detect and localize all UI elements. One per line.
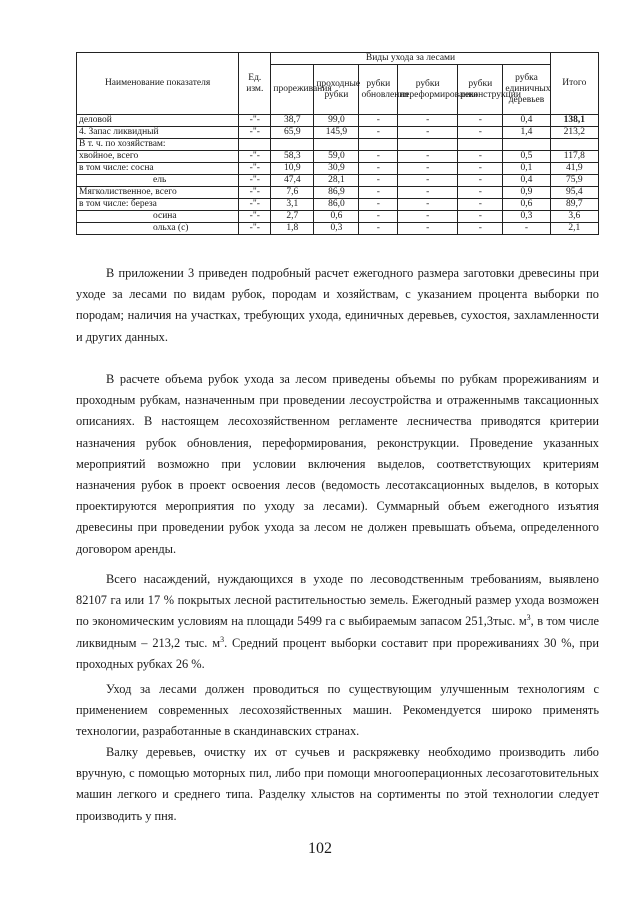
table-row (77, 223, 599, 235)
row-value-cell: - (458, 223, 503, 235)
row-value-cell: - (359, 151, 398, 163)
row-value-cell: 0,6 (314, 211, 359, 223)
table-row (77, 139, 599, 151)
row-value-cell: 38,7 (271, 115, 314, 127)
row-value-cell (458, 139, 503, 151)
row-value-cell: - (398, 115, 458, 127)
row-value-cell: 86,0 (314, 199, 359, 211)
row-value-cell: 0,6 (503, 199, 550, 211)
paragraph-1: В приложении 3 приведен подробный расчет ежегодного размера заготовки древесины при уходе за лесами по видам рубок, породам и хозяйствам, с указанием процента выборки по породам; наличия на участках, требующих ухода, единичных деревьев, сухостоя, захламленности и других данных. (76, 266, 599, 344)
row-unit-cell: -"- (239, 127, 271, 139)
row-value-cell: 0,3 (503, 211, 550, 223)
row-value-cell: - (359, 163, 398, 175)
forest-care-table (76, 52, 599, 235)
paragraph-4: Уход за лесами должен проводиться по существующим улучшенным технологиям с применением современных лесохозяйственных машин. Рекомендуется широко применять технологии, разработанные в скандинавских странах. (76, 682, 599, 739)
row-value-cell: - (398, 163, 458, 175)
row-value-cell: 7,6 (271, 187, 314, 199)
row-name-cell: осина (77, 211, 239, 223)
row-value-cell: - (458, 127, 503, 139)
row-name-cell: в том числе: береза (77, 199, 239, 211)
table-row (77, 175, 599, 187)
table-row (77, 211, 599, 223)
row-total-cell: 138,1 (550, 115, 598, 127)
row-value-cell (314, 139, 359, 151)
row-value-cell: - (458, 115, 503, 127)
row-unit-cell: -"- (239, 187, 271, 199)
table-body (77, 115, 599, 235)
row-name-cell: хвойное, всего (77, 151, 239, 163)
header-unit: Ед. изм. (239, 53, 271, 115)
paragraph-3 (76, 569, 599, 675)
row-value-cell: 0,1 (503, 163, 550, 175)
row-unit-cell: -"- (239, 151, 271, 163)
row-value-cell: - (359, 223, 398, 235)
row-value-cell (398, 139, 458, 151)
row-name-cell: ольха (с) (77, 223, 239, 235)
row-value-cell: 65,9 (271, 127, 314, 139)
row-unit-cell: -"- (239, 163, 271, 175)
row-value-cell: - (458, 151, 503, 163)
row-value-cell: 145,9 (314, 127, 359, 139)
row-value-cell: - (398, 187, 458, 199)
row-total-cell: 2,1 (550, 223, 598, 235)
row-name-cell: 4. Запас ликвидный (77, 127, 239, 139)
row-value-cell: 0,3 (314, 223, 359, 235)
row-name-cell: ель (77, 175, 239, 187)
row-total-cell: 89,7 (550, 199, 598, 211)
paragraph-3-part2: , в том числе ликвидным – 213,2 тыс. м (76, 614, 600, 650)
header-col-passing: проходные рубки (314, 65, 359, 115)
paragraph-5: Валку деревьев, очистку их от сучьев и раскряжевку необходимо производить либо вручную, с помощью моторных пил, либо при помощи многооперационных лесозаготовительных машин легкого и среднего типа. Разделку хлыстов на сортименты по этой технологии следует производить у пня. (76, 745, 599, 823)
row-value-cell: 0,4 (503, 175, 550, 187)
row-unit-cell: -"- (239, 211, 271, 223)
row-value-cell: - (398, 223, 458, 235)
row-total-cell: 213,2 (550, 127, 598, 139)
paragraph-2: В расчете объема рубок ухода за лесом приведены объемы по рубкам прореживаниям и проходным рубкам, назначенным при проведении лесоустройства и отраженнымв таксационных описаниях. В настоящем лесохозяйственном регламенте лесничества приводятся критерии назначения рубок обновления, переформирования, реконструкции. Проведение указанных мероприятий возможно при условии включения выделов, соответствующих критериям назначения рубок в проект освоения лесов (ведомость лесотаксационных выделов, в которых проектируются мероприятия по уходу за лесами). Суммарный объем ежегодного изъятия древесины при проведении рубок ухода за лесом не должен превышать объема, определенного договором аренды. (76, 372, 599, 556)
page-number: 102 (308, 840, 332, 857)
row-unit-cell: -"- (239, 175, 271, 187)
row-value-cell: - (398, 199, 458, 211)
row-value-cell: 2,7 (271, 211, 314, 223)
row-value-cell: 0,9 (503, 187, 550, 199)
row-value-cell (503, 139, 550, 151)
row-value-cell: - (398, 211, 458, 223)
row-value-cell: - (359, 175, 398, 187)
row-total-cell: 75,9 (550, 175, 598, 187)
row-value-cell: 3,1 (271, 199, 314, 211)
table-row (77, 163, 599, 175)
row-unit-cell: -"- (239, 115, 271, 127)
header-col-reformation: рубки переформирования (398, 65, 458, 115)
row-value-cell: 59,0 (314, 151, 359, 163)
header-col-reconstruction: рубки реконструкции (458, 65, 503, 115)
row-total-cell: 117,8 (550, 151, 598, 163)
row-name-cell: Мягколиственное, всего (77, 187, 239, 199)
row-name-cell: в том числе: сосна (77, 163, 239, 175)
row-total-cell: 3,6 (550, 211, 598, 223)
header-col-single-trees: рубка единичных деревьев (503, 65, 550, 115)
row-value-cell: 0,4 (503, 115, 550, 127)
table-row (77, 151, 599, 163)
table-row (77, 115, 599, 127)
row-value-cell: - (503, 223, 550, 235)
row-value-cell: 86,9 (314, 187, 359, 199)
row-value-cell: - (398, 175, 458, 187)
paragraph-3-part3: . Средний процент выборки составит при прореживаниях 30 %, при проходных рубках 26 %. (76, 635, 599, 671)
row-value-cell: 1,8 (271, 223, 314, 235)
superscript-3a: 3 (526, 613, 531, 623)
row-total-cell: 95,4 (550, 187, 598, 199)
row-value-cell: 58,3 (271, 151, 314, 163)
row-total-cell: 41,9 (550, 163, 598, 175)
row-unit-cell: -"- (239, 223, 271, 235)
row-value-cell: - (458, 211, 503, 223)
table-row (77, 199, 599, 211)
row-value-cell (271, 139, 314, 151)
row-name-cell: деловой (77, 115, 239, 127)
row-unit-cell (239, 139, 271, 151)
row-value-cell: 0,5 (503, 151, 550, 163)
table-row (77, 187, 599, 199)
row-unit-cell: -"- (239, 199, 271, 211)
row-value-cell: 47,4 (271, 175, 314, 187)
row-value-cell: - (458, 199, 503, 211)
row-value-cell: - (359, 127, 398, 139)
table-row (77, 127, 599, 139)
header-name: Наименование показателя (77, 53, 239, 115)
header-group: Виды ухода за лесами (271, 53, 550, 65)
row-value-cell: - (359, 187, 398, 199)
row-value-cell: - (359, 199, 398, 211)
row-value-cell: 1,4 (503, 127, 550, 139)
data-table-wrapper (76, 52, 599, 235)
row-total-cell (550, 139, 598, 151)
row-value-cell: - (458, 175, 503, 187)
row-value-cell: - (398, 151, 458, 163)
superscript-3b: 3 (220, 634, 225, 644)
row-value-cell: - (458, 163, 503, 175)
row-value-cell: 99,0 (314, 115, 359, 127)
row-value-cell: - (359, 115, 398, 127)
row-name-cell: В т. ч. по хозяйствам: (77, 139, 239, 151)
paragraph-3-part1: Всего насаждений, нуждающихся в уходе по лесоводственным требованиям, выявлено 82107 га или 17 % покрытых лесной растительностью земель. Ежегодный размер ухода возможен по экономическим условиям на площади 5499 га с выбираемым запасом 251,3тыс. м (76, 572, 599, 629)
row-value-cell: - (458, 187, 503, 199)
row-value-cell: - (398, 127, 458, 139)
header-col-thinning: прореживания (271, 65, 314, 115)
row-value-cell: 10,9 (271, 163, 314, 175)
row-value-cell: 28,1 (314, 175, 359, 187)
row-value-cell: 30,9 (314, 163, 359, 175)
row-value-cell: - (359, 211, 398, 223)
row-value-cell (359, 139, 398, 151)
header-col-renewal: рубки обновления (359, 65, 398, 115)
header-total: Итого (550, 53, 598, 115)
